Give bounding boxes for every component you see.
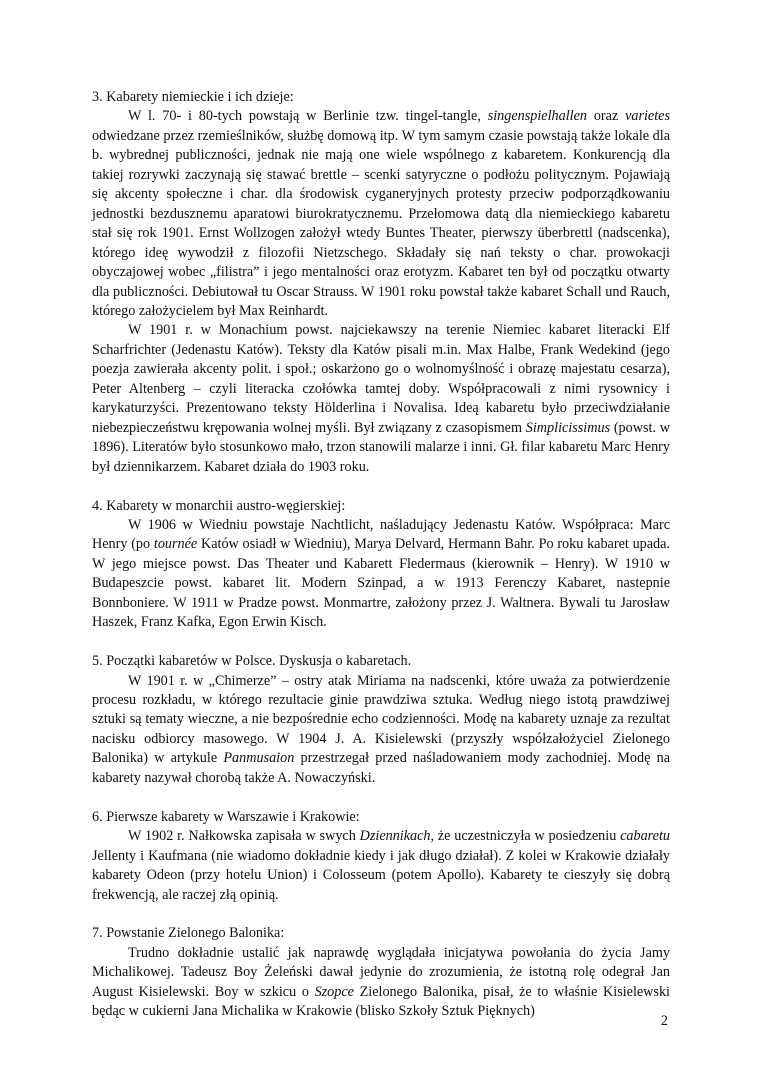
italic-text: varietes: [625, 108, 670, 125]
paragraph: [92, 321, 670, 477]
section: [92, 497, 670, 633]
text-run: Katów osiadł w Wiedniu), Marya Delvard, Hermann Bahr. Po roku kabaret upada. W jego miejsce powst. Das Theater und Kabarett Fledermaus (kierownik – Henry). W 1910 w Budapeszcie powst. kabaret lit. Modern Szinpad, a w 1913 Ferenczy Kabaret, nastepnie Bonnboniere. W 1911 w Pradze powst. Monmartre, założony przez J. Waltnera. Bywali tu Jarosław Haszek, Franz Kafka, Egon Erwin Kisch.: [92, 536, 670, 631]
text-run: Jellenty i Kaufmana (nie wiadomo dokładnie kiedy i jak długo działał). Z kolei w Krakowie działały kabarety Odeon (przy hotelu Union) i Colosseum (potem Apollo). Kabarety te cieszyły się dobrą frekwencją, ale raczej złą opinią.: [92, 847, 670, 903]
paragraph: [92, 944, 670, 1022]
section: [92, 652, 670, 788]
italic-text: singenspielhallen: [487, 108, 588, 125]
section: [92, 808, 670, 905]
text-run: oraz: [587, 108, 626, 125]
text-run: (powst. w 1896). Literatów było stosunkowo mało, trzon stanowili malarze i inni. Gł. filar kabaretu Marc Henry był dziennikarzem. Kabaret działa do 1903 roku.: [92, 419, 670, 475]
section-heading: 6. Pierwsze kabarety w Warszawie i Krakowie:: [92, 808, 360, 825]
text-run: W 1901 r. w Monachium powst. najciekawszy na terenie Niemiec kabaret literacki Elf Scharfrichter (Jedenastu Katów). Teksty dla Katów pisali m.in. Max Halbe, Frank Wedekind (jego poezja zawierała akcenty polit. i społ.; oskarżono go o wolnomyślność i obrazę majestatu cesarza), Peter Altenberg – czyli literacka czołówka tamtej doby. Współpracowali z nimi rysownicy i karykaturzyści. Prezentowano teksty Hölderlina i Novalisa. Ideą kabaretu było przeciwdziałanie niebezpieczeństwu krępowania wolnej myśli. Był związany z czasopismem: [92, 322, 670, 436]
text-run: Zielonego Balonika, pisał, że to właśnie Kisielewski będąc w cukierni Jana Michalika w Krakowie (blisko Szkoły Sztuk Pięknych): [92, 983, 670, 1020]
section-heading: 3. Kabarety niemieckie i ich dzieje:: [92, 89, 294, 105]
italic-text: cabaretu: [620, 828, 670, 845]
text-run: W 1906 w Wiedniu powstaje Nachtlicht, naśladujący Jedenastu Katów. Współpraca: Marc Henry (po: [92, 516, 670, 553]
italic-text: Dziennikach: [359, 828, 431, 845]
paragraph: [92, 516, 670, 633]
section: [92, 88, 670, 477]
italic-text: Simplicissimus: [525, 419, 611, 436]
paragraph: [92, 672, 670, 789]
italic-text: Szopce: [314, 983, 354, 1000]
section-heading: 5. Początki kabaretów w Polsce. Dyskusja o kabaretach.: [92, 653, 412, 670]
page-number: 2: [660, 1013, 668, 1029]
section: [92, 924, 670, 1021]
section-heading: 4. Kabarety w monarchii austro-węgierskiej:: [92, 497, 346, 514]
paragraph: [92, 827, 670, 905]
document-body: [92, 88, 670, 1022]
text-run: przestrzegał przed naśladowaniem mody zachodniej. Modę na kabarety nazywał chorobą także A. Nowaczyński.: [92, 750, 670, 786]
text-run: W l. 70- i 80-tych powstają w Berlinie tzw. tingel-tangle,: [128, 108, 488, 125]
text-run: Trudno dokładnie ustalić jak naprawdę wyglądała inicjatywa powołania do życia Jamy Michalikowej. Tadeusz Boy Żeleński dawał jedynie do zrozumienia, że istotną rolę odegrał Jan August Kisielewski. Boy w szkicu o: [92, 944, 670, 1000]
italic-text: tournée: [153, 536, 198, 553]
text-run: , że uczestniczyła w posiedzeniu: [430, 828, 621, 845]
text-run: W 1901 r. w „Chimerze” – ostry atak Miriama na nadscenki, które uważa za potwierdzenie procesu rozkładu, w którego rezultacie ginie prawdziwa sztuka. Według niego istotą prawdziwej sztuki są tematy wieczne, a nie bezpośrednie echo codzienności. Modę na kabarety uznaje za rezultat nacisku odbiorcy masowego. W 1904 J. A. Kisielewski (przyszły współzałożyciel Zielonego Balonika) w artykule: [92, 672, 670, 767]
italic-text: Panmusaion: [223, 750, 295, 767]
paragraph: [92, 107, 670, 321]
text-run: W 1902 r. Nałkowska zapisała w swych: [128, 828, 360, 845]
section-heading: 7. Powstanie Zielonego Balonika:: [92, 925, 285, 942]
text-run: odwiedzane przez rzemieślników, służbę domową itp. W tym samym czasie powstają także lokale dla b. wybrednej publiczności, jednak nie mają one wiele wspólnego z kabaretem. Konkurencją dla takiej rozrywki zaczynają się stawać brettle – scenki satyryczne o podłożu politycznym. Pojawiają się akcenty społeczne i char. dla środowisk cyganeryjnych protesty przeciw podporządkowaniu jednostki bezdusznemu aparatowi biurokratycznemu. Przełomowa datą dla niemieckiego kabaretu stał się rok 1901. Ernst Wollzogen założył wtedy Buntes Theater, pierwszy überbrettl (nadscenka), którego ideę wywodził z filozofii Nietzschego. Składały się nań teksty o char. prowokacji obyczajowej wobec „filistra” i jego mentalności oraz erotyzm. Kabaret ten był od początku otwarty dla publiczności. Debiutował tu Oscar Strauss. W 1901 roku powstał także kabaret Schall und Rauch, którego założycielem był Max Reinhardt.: [92, 127, 670, 319]
